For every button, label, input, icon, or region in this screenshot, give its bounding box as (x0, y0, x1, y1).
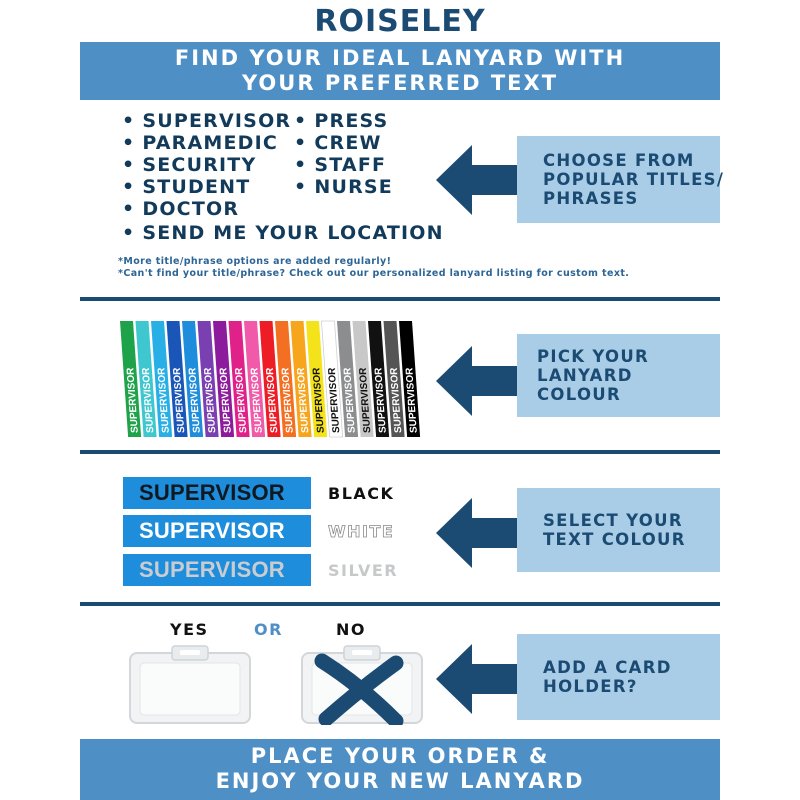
step-label-line: PICK YOUR (537, 347, 650, 366)
lanyard-strap-text: SUPERVISOR (249, 367, 265, 433)
left-arrow-icon (436, 346, 520, 416)
text-colour-name: SILVER (328, 561, 399, 580)
title-option: • NURSE (294, 176, 393, 198)
lanyard-strap-text: SUPERVISOR (357, 367, 374, 433)
section-divider (80, 602, 720, 606)
step-select-text-colour (517, 488, 720, 572)
titles-list-right (294, 110, 393, 198)
holder-yes-label: YES (170, 620, 209, 639)
brand-logo: ROISELEY (314, 4, 486, 39)
text-sample-white: SUPERVISOR (123, 515, 311, 547)
text-colour-name: BLACK (328, 484, 395, 503)
step-add-card-holder (517, 634, 720, 720)
lanyard-strap-text: SUPERVISOR (280, 367, 296, 433)
step-choose-titles (517, 136, 725, 223)
title-option-location: • SEND ME YOUR LOCATION (122, 222, 444, 244)
lanyard-strap-text: SUPERVISOR (295, 367, 312, 433)
note-more-options: *More title/phrase options are added regularly! (118, 256, 392, 267)
section-divider (80, 297, 720, 301)
step-label-line: CHOOSE FROM (543, 151, 695, 170)
lanyard-strap-text: SUPERVISOR (388, 367, 405, 433)
left-arrow-icon (436, 145, 520, 215)
lanyard-strap-text: SUPERVISOR (171, 367, 188, 433)
header-banner (80, 42, 720, 100)
step-label-line: SELECT YOUR (543, 511, 683, 530)
lanyard-strap-text: SUPERVISOR (233, 367, 250, 433)
lanyard-strap-text: SUPERVISOR (125, 367, 141, 433)
lanyard-strap-text: SUPERVISOR (404, 367, 420, 433)
section-divider (80, 450, 720, 454)
title-option: • PRESS (294, 110, 393, 132)
footer-banner-line-1: PLACE YOUR ORDER & (250, 744, 550, 768)
step-label-line: PHRASES (543, 189, 639, 208)
title-option: • SECURITY (122, 154, 291, 176)
step-label-line: ADD A CARD (543, 658, 672, 677)
lanyard-strap-text: SUPERVISOR (187, 367, 203, 433)
left-arrow-icon (436, 644, 520, 714)
step-label-line: COLOUR (537, 385, 621, 404)
step-pick-colour (517, 334, 720, 417)
title-option: • PARAMEDIC (122, 132, 291, 154)
lanyard-strap-text: SUPERVISOR (202, 367, 219, 433)
step-label-line: TEXT COLOUR (543, 530, 686, 549)
step-label-line: LANYARD (537, 366, 633, 385)
title-option: • CREW (294, 132, 393, 154)
title-option: • STAFF (294, 154, 393, 176)
lanyard-strap-text: SUPERVISOR (342, 367, 358, 433)
header-banner-line-1: FIND YOUR IDEAL LANYARD WITH (174, 46, 626, 70)
lanyard-strap-text: SUPERVISOR (140, 367, 157, 433)
title-option: • SUPERVISOR (122, 110, 291, 132)
titles-list-left (122, 110, 291, 220)
step-label-line: HOLDER? (543, 677, 638, 696)
text-sample-silver: SUPERVISOR (123, 554, 311, 586)
title-option: • DOCTOR (122, 198, 291, 220)
header-banner-line-2: YOUR PREFERRED TEXT (241, 71, 559, 95)
note-custom-text: *Can't find your title/phrase? Check out our personalized lanyard listing for custom text. (118, 268, 630, 279)
lanyard-strap-text: SUPERVISOR (326, 367, 343, 433)
holder-no-label: NO (336, 620, 366, 639)
footer-banner-line-2: ENJOY YOUR NEW LANYARD (215, 769, 585, 793)
lanyard-strap-text: SUPERVISOR (373, 367, 389, 433)
lanyard-strap-text: SUPERVISOR (311, 367, 327, 433)
text-colour-name: WHITE (328, 522, 395, 541)
footer-banner (80, 739, 720, 800)
holder-or-label: OR (254, 620, 283, 639)
lanyard-strap-text: SUPERVISOR (218, 367, 234, 433)
lanyard-strap-text: SUPERVISOR (156, 367, 172, 433)
step-label-line: POPULAR TITLES/ (543, 170, 725, 189)
card-holder-image (300, 645, 424, 725)
text-sample-black: SUPERVISOR (123, 477, 311, 509)
card-holder-image (128, 645, 252, 725)
lanyard-strap-text: SUPERVISOR (264, 367, 281, 433)
lanyard-colour-samples (116, 320, 422, 438)
title-option: • STUDENT (122, 176, 291, 198)
left-arrow-icon (436, 498, 520, 568)
